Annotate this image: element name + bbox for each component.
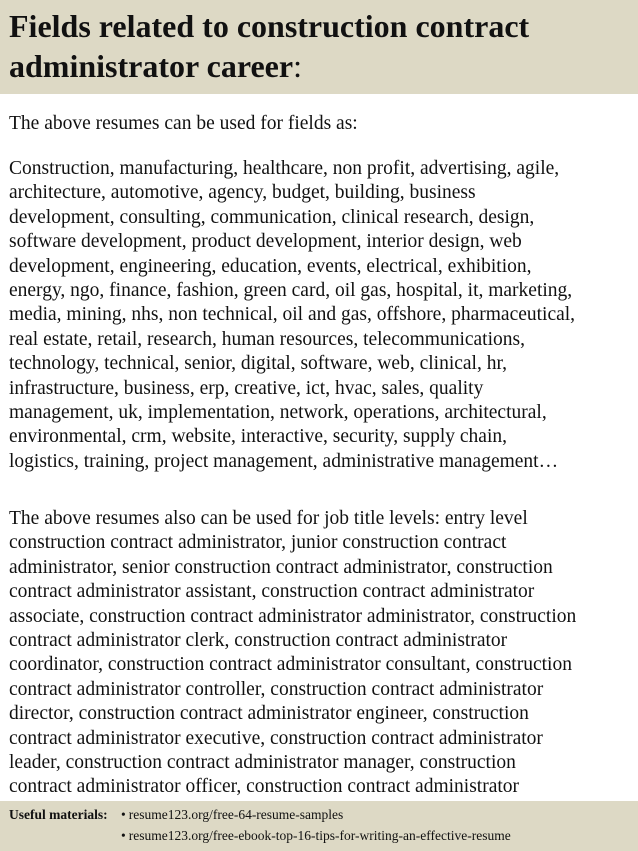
levels-line: contract administrator officer, construction contract administrator [9, 776, 520, 798]
footer-label-colon: : [103, 807, 108, 822]
levels-line: director, construction contract administrator engineer, construction [9, 703, 529, 725]
fields-line: development, consulting, communication, clinical research, design, [9, 206, 535, 228]
levels-line: coordinator, construction contract administrator consultant, construction [9, 654, 572, 676]
bullet-icon: • [121, 807, 126, 822]
fields-line: Construction, manufacturing, healthcare, non profit, advertising, agile, [9, 158, 560, 179]
title-line-2: administrator career [9, 48, 294, 84]
footer-label-text: Useful materials [9, 807, 104, 822]
fields-line: management, uk, implementation, network, operations, architectural, [9, 402, 547, 424]
fields-line: architecture, automotive, agency, budget, building, business [9, 182, 476, 204]
fields-line: energy, ngo, finance, fashion, green card, oil gas, hospital, it, marketing, [9, 280, 573, 302]
title-colon: : [293, 48, 302, 84]
fields-line: development, engineering, education, events, electrical, exhibition, [9, 255, 532, 277]
fields-line: media, mining, nhs, non technical, oil and gas, offshore, pharmaceutical, [9, 304, 576, 326]
bullet-icon: • [121, 828, 126, 843]
levels-line: contract administrator executive, construction contract administrator [9, 727, 543, 749]
levels-paragraph [9, 507, 631, 800]
footer-link[interactable] [121, 827, 511, 845]
footer-link-text: resume123.org/free-ebook-top-16-tips-for-writing-an-effective-resume [128, 828, 511, 843]
intro-text: The above resumes can be used for fields as: [9, 113, 358, 134]
title-line-1: Fields related to construction contract [9, 8, 530, 44]
fields-line: software development, product development, interior design, web [9, 231, 522, 253]
levels-line: leader, construction contract administrator manager, construction [9, 752, 516, 774]
fields-line: environmental, crm, website, interactive, security, supply chain, [9, 426, 507, 448]
levels-line: contract administrator controller, construction contract administrator [9, 678, 544, 700]
levels-line: construction contract administrator, junior construction contract [9, 532, 507, 554]
levels-line: associate, construction contract administrator administrator, construction [9, 605, 577, 627]
footer-label [9, 806, 108, 824]
page-title [9, 6, 629, 86]
fields-line: technology, technical, senior, digital, software, web, clinical, hr, [9, 353, 508, 375]
footer-link[interactable] [121, 806, 343, 824]
levels-line: contract administrator assistant, construction contract administrator [9, 581, 535, 603]
levels-line: contract administrator clerk, construction contract administrator [9, 630, 508, 652]
fields-paragraph [9, 157, 631, 474]
fields-line: real estate, retail, research, human resources, telecommunications, [9, 328, 525, 350]
fields-line: logistics, training, project management, administrative management… [9, 450, 559, 472]
footer-link-text: resume123.org/free-64-resume-samples [128, 807, 344, 822]
fields-line: infrastructure, business, erp, creative, ict, hvac, sales, quality [9, 377, 484, 399]
levels-line: administrator, senior construction contract administrator, construction [9, 556, 553, 578]
levels-line: The above resumes also can be used for job title levels: entry level [9, 508, 528, 529]
